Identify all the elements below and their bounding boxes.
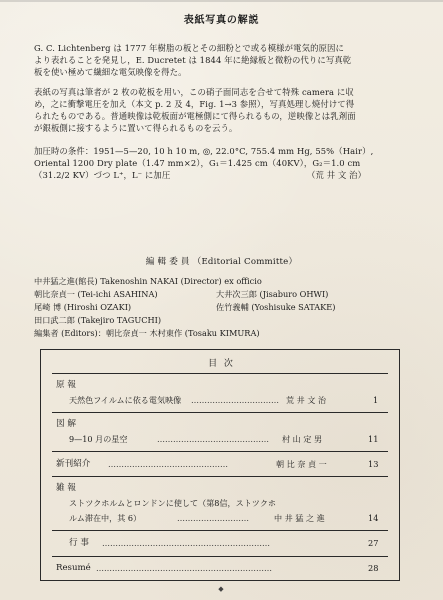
toc-section-original-report: 原 報 <box>56 380 76 390</box>
intro-line-9: Oriental 1200 Dry plate（1.47 mm×2），G₁＝1.425 cm（40KV），G₂＝1.0 cm <box>34 158 361 168</box>
intro-line-4: 表紙の写真は筆者が 2 枚の乾板を用い，この硝子面同志を合せて特殊 camera に収 <box>34 87 354 97</box>
intro-line-7: が銀板側に接するように置いて得られるものを云う。 <box>34 123 238 133</box>
toc-entry-3-author: 朝 比 奈 貞 一 <box>276 459 327 469</box>
toc-entry-5-page: 27 <box>368 538 379 548</box>
top-rule <box>0 0 443 2</box>
intro-line-6: られたものである。普通映像は乾板面が電極側にて得られるもの，逆映像とは乳剤面 <box>34 111 356 121</box>
toc-entry-1-title: 天然色フイルムに依る電気映像 <box>69 395 182 405</box>
intro-line-10: （31.2/2 KV）づつ L⁺，L⁻ に加圧 <box>34 170 171 180</box>
toc-entry-6-leader: ………………………………………………………… <box>96 564 272 573</box>
toc-section-new-books: 新刊紹介 <box>56 459 91 469</box>
toc-entry-6-page: 28 <box>368 563 379 573</box>
editorial-committee-title: 編 輯 委 員 （Editorial Committe） <box>145 257 298 267</box>
toc-entry-5-leader: ……………………………………………………… <box>102 539 270 548</box>
toc-entry-2-page: 11 <box>368 434 379 444</box>
intro-line-3: 板を使い極めて繊細な電気映像を得た。 <box>34 67 187 77</box>
intro-line-2: より表れることを発見し，E. Ducretet は 1844 年に絶縁板と微粉の代りに写真乾 <box>34 55 352 65</box>
editor-line-4: 田口武二郎 (Takejiro TAGUCHI) <box>34 315 162 325</box>
toc-entry-2-author: 村 山 定 男 <box>282 434 323 444</box>
toc-entry-4-author: 中 井 猛 之 進 <box>274 513 325 523</box>
toc-divider-5 <box>52 530 388 531</box>
intro-author: （荒 井 文 治） <box>307 170 367 180</box>
cover-photo-title: 表紙写真の解説 <box>183 15 260 26</box>
toc-entry-1-page: 1 <box>373 395 379 405</box>
toc-entry-1-author: 荒 井 文 治 <box>286 395 327 405</box>
toc-entry-4a-title: ストツクホルムとロンドンに使して（第8信，ストツクホ <box>69 498 277 508</box>
toc-entry-2-leader: …………………………………… <box>157 435 269 444</box>
intro-line-1: G. C. Lichtenberg は 1777 年樹脂の板とその細粉とで或る模様が電気的原因に <box>34 43 344 53</box>
editor-line-2a: 朝比奈貞一 (Tei-ichi ASAHINA) <box>34 289 158 299</box>
toc-entry-2-title: 9—10 月の星空 <box>69 434 128 444</box>
editor-line-2b: 大井次三郎 (Jisaburo OHWI) <box>216 289 329 299</box>
intro-line-8: 加圧時の条件：1951—5—20, 10 h 10 m, ◎, 22.0°C, 755.4 mm Hg, 55%（Hair）, <box>34 146 374 156</box>
bottom-mark: ◆ <box>218 585 225 593</box>
editor-line-1: 中井猛之進(館長) Takenoshin NAKAI (Director) ex officio <box>34 276 262 286</box>
toc-entry-3-leader: ……………………………………… <box>108 460 228 469</box>
editor-line-5: 編集者 (Editors)：朝比奈貞一 木村東作 (Tosaku KIMURA) <box>34 328 260 338</box>
toc-section-miscellaneous: 雑 報 <box>56 483 76 493</box>
toc-divider-2 <box>52 412 388 413</box>
toc-entry-4b-title: ルム滞在中，其 6） <box>69 513 142 523</box>
editor-line-3b: 佐竹義輔 (Yoshisuke SATAKE) <box>216 302 336 312</box>
toc-divider-1 <box>52 373 388 374</box>
toc-divider-6 <box>52 556 388 557</box>
toc-entry-1-leader: …………………………… <box>191 396 279 405</box>
toc-entry-4-page: 14 <box>368 513 379 523</box>
toc-entry-3-page: 13 <box>368 459 379 469</box>
toc-section-illustrated: 図 解 <box>56 419 76 429</box>
toc-divider-3 <box>52 451 388 452</box>
toc-section-resume: Resumé <box>56 563 91 573</box>
toc-section-events: 行 事 <box>69 538 89 548</box>
table-of-contents-title: 目 次 <box>208 359 235 369</box>
intro-line-5: め，之に衝撃電圧を加え（本文 p. 2 及 4，Fig. 1→3 参照），写真処理し焼付けて得 <box>34 99 355 109</box>
toc-divider-4 <box>52 476 388 477</box>
editor-line-3a: 尾崎 博 (Hiroshi OZAKI) <box>34 302 132 312</box>
toc-entry-4-leader: ……………………… <box>177 514 249 523</box>
